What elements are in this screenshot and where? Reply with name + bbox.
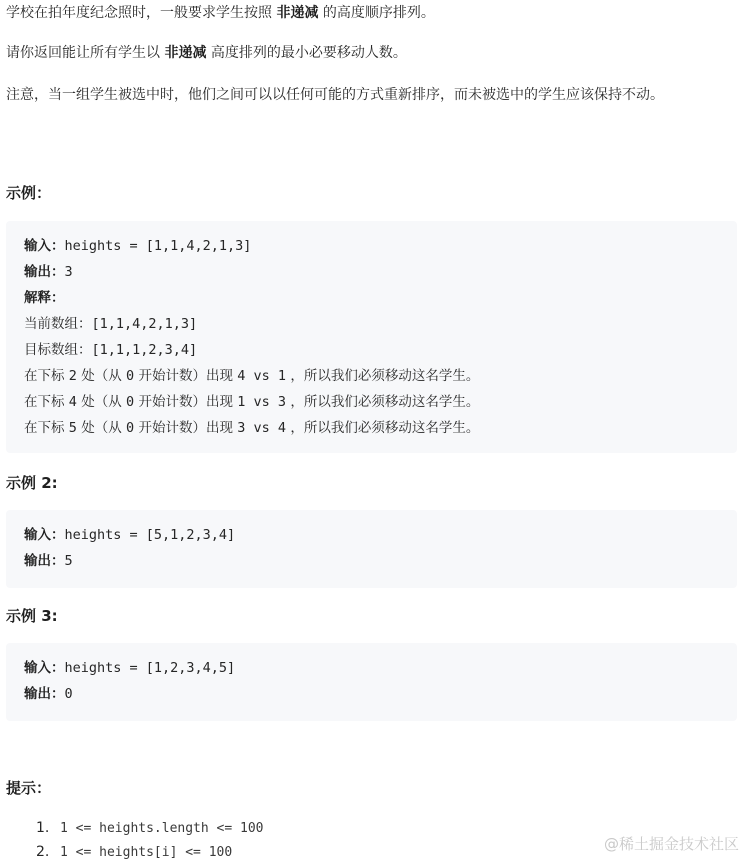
note-text: 开始计数）出现 (134, 368, 238, 384)
input-label: 输入： (24, 527, 65, 543)
intro-text: 高度排列的最小必要移动人数。 (206, 45, 407, 61)
example-1-note-line (24, 415, 737, 441)
note-text: ，所以我们必须移动这名学生。 (286, 394, 480, 410)
watermark: @稀土掘金技术社区 (603, 835, 739, 853)
example-2-heading: 示例 2: (6, 474, 58, 492)
hint-item (36, 816, 264, 840)
intro-text: 的高度顺序排列。 (318, 5, 435, 21)
note-index: 2 (68, 368, 77, 384)
example-3-input-line (24, 655, 737, 681)
output-label: 输出： (24, 264, 65, 280)
note-zero: 0 (126, 394, 135, 410)
input-value: heights = [5,1,2,3,4] (64, 527, 236, 543)
example-2-input-line (24, 522, 737, 548)
hint-number: 2. (36, 844, 50, 860)
example-1-note-line (24, 389, 737, 415)
intro-paragraph-3: 注意，当一组学生被选中时，他们之间可以以任何可能的方式重新排序，而未被选中的学生应该保持不动。 (6, 87, 664, 103)
current-array-label: 当前数组： (24, 316, 92, 332)
note-index: 4 (68, 394, 77, 410)
note-text: 处（从 (76, 420, 127, 436)
hint-text: 1 <= heights.length <= 100 (60, 821, 264, 836)
intro-emphasis: 非递减 (164, 45, 207, 61)
note-text: ，所以我们必须移动这名学生。 (286, 368, 480, 384)
output-value: 5 (64, 553, 73, 569)
example-1-note-line (24, 363, 737, 389)
hint-text: 1 <= heights[i] <= 100 (60, 845, 233, 860)
note-text: 处（从 (76, 368, 127, 384)
hint-item (36, 840, 264, 864)
example-3-heading: 示例 3: (6, 607, 58, 625)
intro-paragraph-1 (6, 3, 736, 23)
note-compare: 3 vs 4 (237, 420, 287, 436)
note-text: 处（从 (76, 394, 127, 410)
output-value: 3 (64, 264, 73, 280)
note-compare: 1 vs 3 (237, 394, 287, 410)
example-2-code-block (6, 510, 737, 588)
note-text: 开始计数）出现 (134, 394, 238, 410)
example-3-code-block (6, 643, 737, 721)
note-text: 在下标 (24, 394, 69, 410)
example-2-output-line (24, 548, 737, 574)
target-array-value: [1,1,1,2,3,4] (91, 342, 198, 358)
hints-heading: 提示： (6, 779, 52, 797)
input-value: heights = [1,1,4,2,1,3] (64, 238, 252, 254)
example-1-code-block (6, 221, 737, 453)
example-1-output-line (24, 259, 737, 285)
note-text: 在下标 (24, 420, 69, 436)
output-label: 输出： (24, 686, 65, 702)
input-value: heights = [1,2,3,4,5] (64, 660, 236, 676)
example-1-heading: 示例： (6, 184, 52, 202)
note-text: ，所以我们必须移动这名学生。 (286, 420, 480, 436)
example-3-output-line (24, 681, 737, 707)
note-zero: 0 (126, 368, 135, 384)
input-label: 输入： (24, 660, 65, 676)
current-array-value: [1,1,4,2,1,3] (91, 316, 198, 332)
hints-list (36, 816, 264, 864)
target-array-label: 目标数组： (24, 342, 92, 358)
note-index: 5 (68, 420, 77, 436)
intro-paragraph-2 (6, 43, 736, 63)
output-label: 输出： (24, 553, 65, 569)
explain-label: 解释： (24, 290, 65, 306)
example-1-input-line (24, 233, 737, 259)
input-label: 输入： (24, 238, 65, 254)
intro-text: 请你返回能让所有学生以 (6, 45, 165, 61)
note-zero: 0 (126, 420, 135, 436)
hint-number: 1. (36, 820, 50, 836)
example-1-explain-line (24, 285, 737, 311)
note-text: 开始计数）出现 (134, 420, 238, 436)
note-compare: 4 vs 1 (237, 368, 287, 384)
intro-emphasis: 非递减 (276, 5, 319, 21)
example-1-target-line (24, 337, 737, 363)
note-text: 在下标 (24, 368, 69, 384)
example-1-current-line (24, 311, 737, 337)
intro-text: 学校在拍年度纪念照时，一般要求学生按照 (6, 5, 277, 21)
output-value: 0 (64, 686, 73, 702)
